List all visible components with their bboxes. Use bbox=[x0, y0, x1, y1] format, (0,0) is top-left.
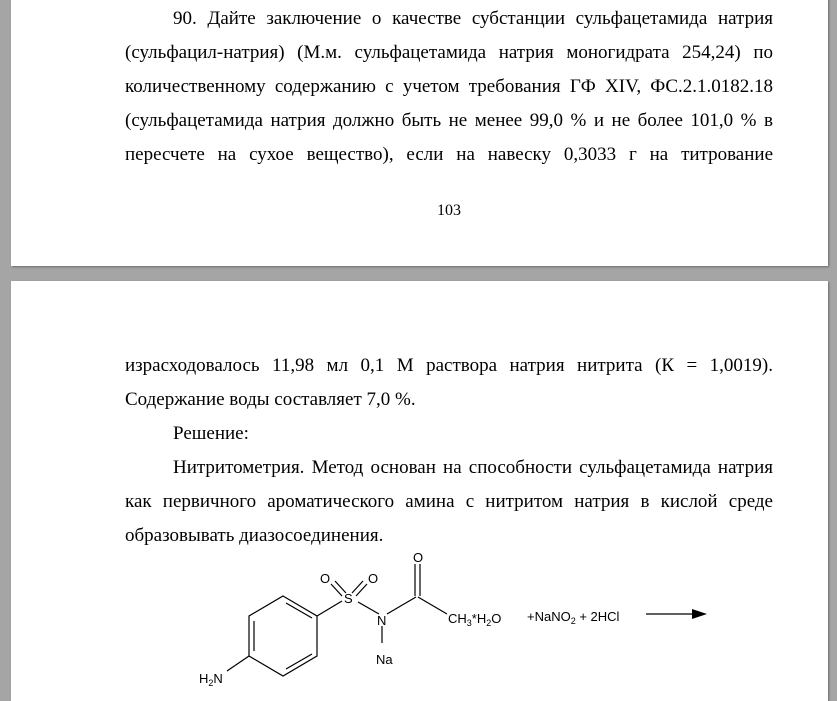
atom-label: Na bbox=[376, 652, 393, 667]
atom-label: N bbox=[377, 613, 387, 628]
text-line: как первичного ароматического амина с нитритом натрия в кислой среде bbox=[125, 491, 773, 512]
text-line: пересчете на сухое вещество), если на навеску 0,3033 г на титрование bbox=[125, 144, 773, 165]
text-line: Содержание воды составляет 7,0 %. bbox=[125, 389, 416, 410]
formula-ch3-hydrate: $CH_3*H_2O$ bbox=[448, 611, 502, 628]
reaction-arrow-icon bbox=[692, 609, 707, 619]
page-number: 103 bbox=[437, 202, 461, 219]
atom-label: O bbox=[368, 571, 379, 586]
text-line: (сульфацил-натрия) (М.м. сульфацетамида натрия моногидрата 254,24) по bbox=[125, 42, 773, 63]
text-line: 90. Дайте заключение о качестве субстанции сульфацетамида натрия bbox=[173, 8, 773, 29]
text-line: Нитритометрия. Метод основан на способности сульфацетамида натрия bbox=[173, 457, 773, 478]
text-line: Решение: bbox=[173, 423, 249, 444]
document-page-2 bbox=[11, 281, 828, 701]
text-line: (сульфацетамида натрия должно быть не менее 99,0 % и не более 101,0 % в bbox=[125, 110, 773, 131]
document-page-1 bbox=[11, 0, 828, 266]
formula-h2n-fragment: $H_2N$ bbox=[199, 671, 223, 688]
atom-label: S bbox=[344, 591, 353, 606]
text-line: количественному содержанию с учетом требования ГФ XIV, ФС.2.1.0182.18 bbox=[125, 76, 773, 97]
text-line: образовывать диазосоединения. bbox=[125, 525, 384, 546]
text-line: израсходовалось 11,98 мл 0,1 М раствора натрия нитрита (К = 1,0019). bbox=[125, 355, 773, 376]
atom-label: O bbox=[413, 550, 424, 565]
chemical-formula bbox=[11, 281, 828, 701]
atom-label: O bbox=[320, 571, 331, 586]
formula-reagents: +NaNO$_2$ + 2HCl bbox=[527, 609, 620, 626]
